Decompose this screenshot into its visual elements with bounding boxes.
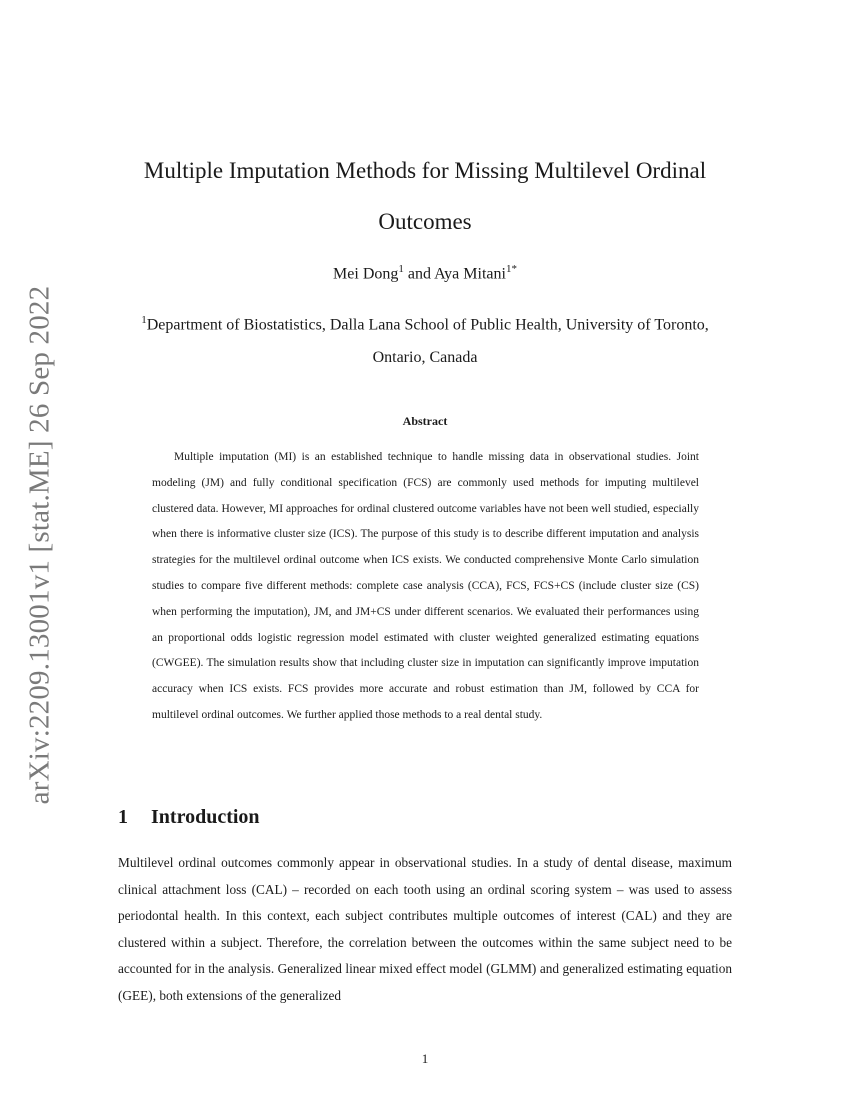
section-number: 1	[118, 806, 128, 828]
arxiv-identifier-stamp[interactable]: arXiv:2209.13001v1 [stat.ME] 26 Sep 2022	[23, 285, 56, 805]
author-affiliation-marker: 1	[398, 263, 404, 275]
author-separator: and	[403, 265, 435, 283]
abstract-body: Multiple imputation (MI) is an established technique to handle missing data in observational studies. Joint modeling (JM) and fully conditional specification (FCS) are commonly used methods for imputing multilevel clustered data. However, MI approaches for ordinal clustered outcome variables have not been well studied, especially when there is informative cluster size (ICS). The purpose of this study is to describe different imputation and analysis strategies for the multilevel ordinal outcome when ICS exists. We conducted comprehensive Monte Carlo simulation studies to compare five different methods: complete case analysis (CCA), FCS, FCS+CS (include cluster size (CS) when performing the imputation), JM, and JM+CS under different scenarios. We evaluated their performances using an proportional odds logistic regression model estimated with cluster weighted generalized estimating equations (CWGEE). The simulation results show that including cluster size in imputation can significantly improve imputation accuracy when ICS exists. FCS provides more accurate and robust estimation than JM, followed by CCA for multilevel ordinal outcomes. We further applied those methods to a real dental study.	[152, 451, 699, 721]
author-line	[100, 258, 750, 285]
section-heading	[118, 806, 260, 829]
affiliation-text: Department of Biostatistics, Dalla Lana School of Public Health, University of Toronto, Ontario, Canada	[146, 316, 709, 367]
paper-title: Multiple Imputation Methods for Missing Multilevel Ordinal Outcomes	[143, 158, 707, 234]
author-affiliation-marker: 1*	[505, 263, 517, 275]
author-name: Mei Dong	[333, 265, 399, 283]
section-title: Introduction	[151, 806, 260, 828]
affiliation-marker: 1	[141, 314, 147, 326]
page-number: 1	[421, 1051, 429, 1066]
section-body: Multilevel ordinal outcomes commonly appear in observational studies. In a study of dental disease, maximum clinical attachment loss (CAL) – recorded on each tooth using an ordinal scoring system – was used to assess periodontal health. In this context, each subject contributes multiple outcomes of interest (CAL) and they are clustered within a subject. Therefore, the correlation between the outcomes within the same subject need to be accounted for in the analysis. Generalized linear mixed effect model (GLMM) and generalized estimating equation (GEE), both extensions of the generalized	[118, 855, 732, 1003]
affiliation	[130, 304, 720, 374]
author-name: Aya Mitani	[434, 265, 506, 283]
abstract-heading: Abstract	[402, 414, 448, 428]
